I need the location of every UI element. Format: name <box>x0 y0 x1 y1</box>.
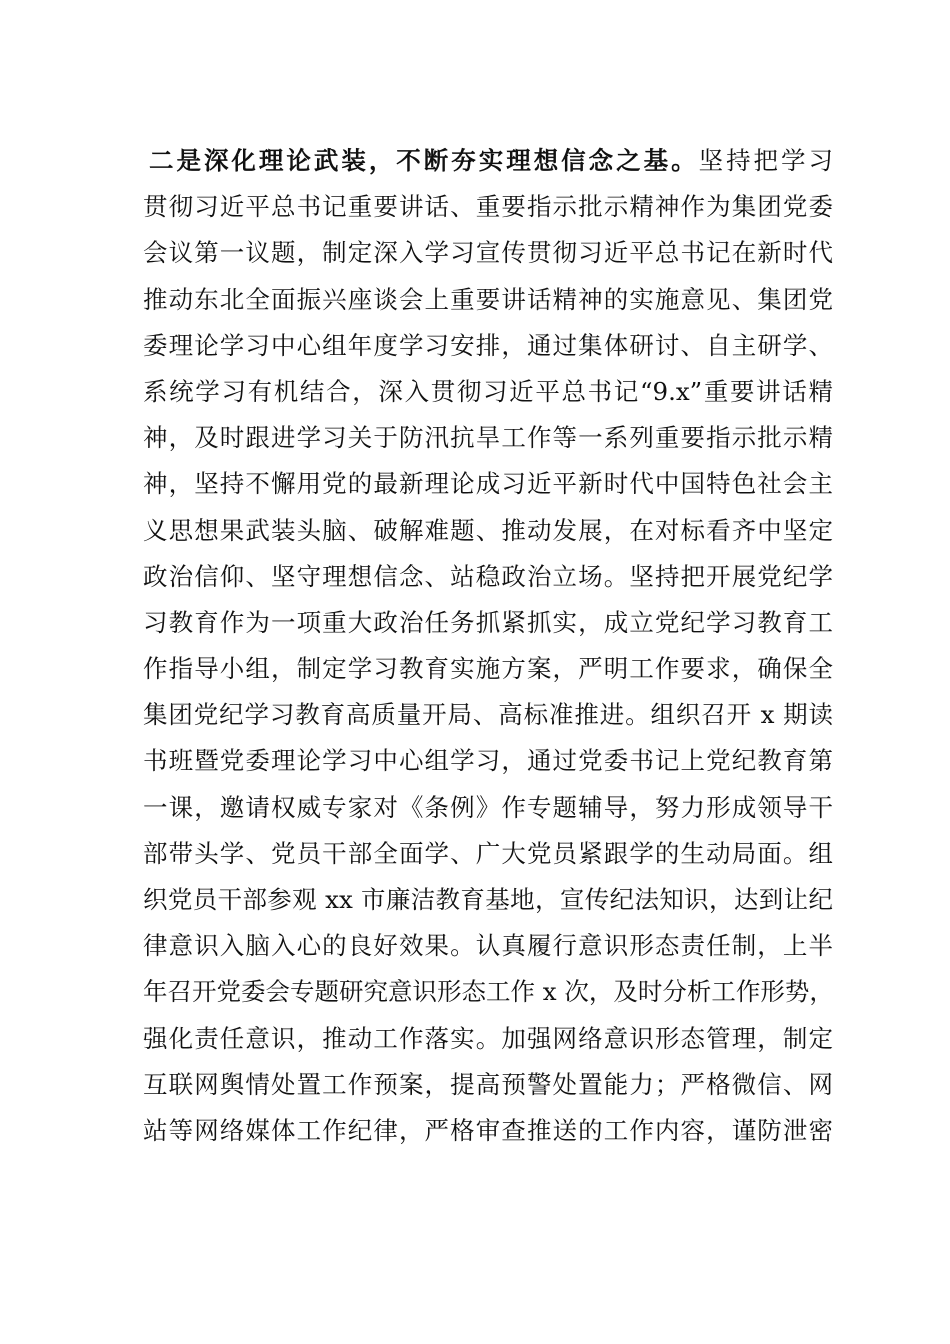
paragraph-line: 站等网络媒体工作纪律，严格审查推送的工作内容，谨防泄密 <box>143 1115 833 1145</box>
paragraph-heading: 二是深化理论武装，不断夯实理想信念之基。 <box>149 146 699 175</box>
paragraph-line: 推动东北全面振兴座谈会上重要讲话精神的实施意见、集团党 <box>143 284 833 314</box>
paragraph-line: 部带头学、党员干部全面学、广大党员紧跟学的生动局面。组 <box>143 838 833 868</box>
paragraph-line: 系统学习有机结合，深入贯彻习近平总书记“9.x”重要讲话精 <box>143 376 833 406</box>
paragraph-line: 政治信仰、坚守理想信念、站稳政治立场。坚持把开展党纪学 <box>143 561 833 591</box>
paragraph-line: 织党员干部参观 xx 市廉洁教育基地，宣传纪法知识，达到让纪 <box>143 885 833 914</box>
paragraph-line: 一课，邀请权威专家对《条例》作专题辅导，努力形成领导干 <box>143 792 833 822</box>
paragraph-line: 律意识入脑入心的良好效果。认真履行意识形态责任制，上半 <box>143 931 833 961</box>
paragraph-line: 习教育作为一项重大政治任务抓紧抓实，成立党纪学习教育工 <box>143 607 833 637</box>
paragraph-line: 书班暨党委理论学习中心组学习，通过党委书记上党纪教育第 <box>143 746 833 776</box>
paragraph-line: 贯彻习近平总书记重要讲话、重要指示批示精神作为集团党委 <box>143 192 833 222</box>
paragraph-line-1-text: 坚持把学习 <box>698 146 834 175</box>
paragraph-line: 神，及时跟进学习关于防汛抗旱工作等一系列重要指示批示精 <box>143 423 833 453</box>
paragraph-line: 强化责任意识，推动工作落实。加强网络意识形态管理，制定 <box>143 1023 833 1053</box>
paragraph-line: 委理论学习中心组年度学习安排，通过集体研讨、自主研学、 <box>143 330 833 360</box>
paragraph-line: 年召开党委会专题研究意识形态工作 x 次，及时分析工作形势， <box>143 977 834 1007</box>
paragraph-line: 义思想果武装头脑、破解难题、推动发展，在对标看齐中坚定 <box>143 515 833 545</box>
paragraph-line: 会议第一议题，制定深入学习宣传贯彻习近平总书记在新时代 <box>143 238 833 268</box>
body-paragraph <box>143 138 833 1154</box>
paragraph-line: 集团党纪学习教育高质量开局、高标准推进。组织召开 x 期读 <box>143 700 833 730</box>
paragraph-line: 互联网舆情处置工作预案，提高预警处置能力；严格微信、网 <box>143 1069 833 1099</box>
paragraph-line: 作指导小组，制定学习教育实施方案，严明工作要求，确保全 <box>143 654 833 684</box>
paragraph-line-1 <box>143 138 833 184</box>
paragraph-line: 神，坚持不懈用党的最新理论成习近平新时代中国特色社会主 <box>143 469 833 499</box>
